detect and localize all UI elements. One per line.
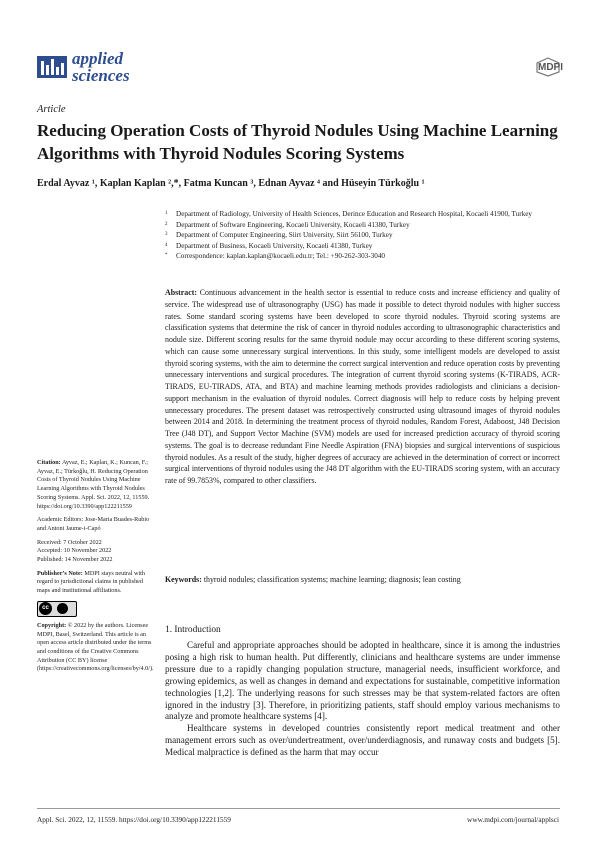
footer-divider [37, 808, 560, 809]
abstract-text: Continuous advancement in the health sector is essential to reduce costs and increase efficiency and quality of service. The widespread use of ultrasonography (USG) has made it possible to detect thyroid nodules with higher success rates. Some standard scoring systems have been developed to score thyroid nodules. Thyroid scoring systems are classification systems that determine the risk of cancer in thyroid nodules according to ultrasonographic characteristics and nodule size. Different scoring results for the same thyroid nodule may occur according to these different scoring systems, which can cause some unnecessary surgical interventions. In this study, some intelligent models are developed to assist thyroid scoring systems, with the aim to determine the correct surgical intervention and reduce operation costs by preventing unnecessary interventions and surgical procedures. The integration of current thyroid scoring systems (K-TIRADS, ACR-TIRADS, EU-TIRADS, ATA, and BTA) and machine learning methods provides radiologists and clinicians a decision-support mechanism in the evaluation of thyroid nodules. Correct diagnosis will help to reduce costs by helping prevent unnecessary procedures. The present dataset was retrospectively constructed using ultrasound images of thyroid nodules between 2014 and 2018. In determining the treatment process of thyroid nodules, Random Forest, Adaboost, J48 Decision Tree (J48 DT), and Support Vector Machine (SVM) models are used for increased prediction accuracy of thyroid scoring systems. The goal is to decrease redundant Fine Needle Aspiration (FNA) biopsies and surgical interventions of suspicious thyroid nodules. As a result of the study, higher degrees of accuracy are achieved in the determination of correct or incorrect surgical interventions of thyroid nodules using the J48 DT algorithm with the EU-TIRADS scoring system, with an accuracy rate of 99.7853%, compared to other classifiers. [165, 288, 560, 485]
article-type: Article [37, 104, 66, 115]
received-date: Received: 7 October 2022 [37, 538, 102, 546]
mdpi-logo [535, 57, 561, 82]
affiliation-item [165, 230, 545, 241]
cc-icon: cc [39, 602, 52, 615]
journal-name [72, 50, 130, 84]
author-list: Erdal Ayvaz ¹, Kaplan Kaplan ²,*, Fatma Kuncan ³, Ednan Ayvaz ⁴ and Hüseyin Türkoğlu ¹ [37, 178, 425, 189]
citation-label: Citation: [37, 459, 61, 466]
affiliation-text: Department of Software Engineering, Kocaeli University, Kocaeli 41380, Turkey [176, 220, 410, 229]
affiliation-number: 3 [165, 232, 168, 238]
citation [37, 459, 155, 511]
academic-editors: Academic Editors: Jose-Maria Buades-Rubio and Antoni Jaume-i-Capó [37, 516, 150, 532]
publisher-note-text: MDPI stays neutral with regard to jurisdictional claims in published maps and institutional affiliations. [37, 569, 145, 595]
affiliation-item [165, 220, 545, 231]
citation-text: Ayvaz, E.; Kaplan, K.; Kuncan, F.; Ayvaz, E.; Türkoğlu, H. Reducing Operation Costs of Thyroid Nodules Using Machine Learning Algorithms with Thyroid Nodules Scoring Systems. Appl. Sci. 2022, 12, 11559. https://doi.org/10.3390/app122211559 [37, 459, 150, 510]
accepted-date: Accepted: 10 November 2022 [37, 547, 112, 555]
journal-name-line1: applied [72, 49, 123, 68]
affiliation-item [165, 241, 545, 252]
publisher-note [37, 570, 155, 596]
footer-citation[interactable]: Appl. Sci. 2022, 12, 11559. https://doi.org/10.3390/app122211559 [37, 815, 231, 824]
correspondence-text: Correspondence: kaplan.kaplan@kocaeli.edu.tr; Tel.: +90-262-303-3040 [176, 252, 386, 261]
affiliation-text: Department of Radiology, University of Health Sciences, Derince Education and Research Hospital, Kocaeli 41900, Turkey [176, 210, 533, 218]
publisher-note-label: Publisher’s Note: [37, 569, 83, 577]
affiliation-item [165, 209, 545, 220]
footer-journal-url[interactable]: www.mdpi.com/journal/applsci [467, 815, 559, 824]
journal-logo-icon [37, 56, 67, 78]
by-person-icon [57, 603, 68, 614]
cc-by-license-icon[interactable] [37, 601, 77, 617]
correspondence [165, 251, 545, 262]
article-title: Reducing Operation Costs of Thyroid Nodules Using Machine Learning Algorithms with Thyroid Nodules Scoring Systems [37, 121, 558, 163]
affiliation-number: * [165, 253, 168, 259]
abstract-label: Abstract: [165, 288, 197, 297]
keywords-text: thyroid nodules; classification systems; machine learning; diagnosis; lean costing [203, 575, 461, 584]
affiliation-number: 4 [165, 242, 168, 248]
keywords-label: Keywords: [165, 575, 202, 584]
published-date: Published: 14 November 2022 [37, 556, 113, 564]
journal-name-line2: sciences [72, 66, 130, 85]
intro-paragraph: Careful and appropriate approaches should be adopted in healthcare, since it is among the industries posing a high risk to human health. Put differently, clinicians and healthcare systems are under immense pressure due to a rapidly changing population structure, managerial needs, insufficient workforce, and growing epidemics, as well as changes in demand and expectations for sustainable, competitive information technologies [1,2]. The underlying reasons for such stresses may be that system-related factors are often ignored in the industry [3]. Therefore, in prioritizing patients, staff should employ various mechanisms to analyze and promote healthcare systems [4]. [165, 640, 560, 722]
sidebar [37, 459, 155, 679]
intro-paragraph: Healthcare systems in developed countries consistently report medical treatment and other management errors such as over/undertreatment, over/underdiagnosis, and runaway costs and budgets [5]. Medical malpractice is defined as the harm that may occur [165, 723, 560, 758]
affiliation-number: 2 [165, 221, 168, 227]
copyright-text: © 2022 by the authors. Licensee MDPI, Basel, Switzerland. This article is an open access article distributed under the terms and conditions of the Creative Commons Attribution (CC BY) license (https://creativecommons.org/licenses/by/4.0/). [37, 621, 154, 673]
mdpi-logo-text: MDPI [538, 62, 563, 73]
affiliation-text: Department of Business, Kocaeli University, Kocaeli 41380, Turkey [176, 241, 373, 250]
affiliation-text: Department of Computer Engineering, Siirt University, Siirt 56100, Turkey [176, 231, 393, 240]
copyright [37, 622, 155, 674]
section-heading-introduction: 1. Introduction [165, 625, 221, 635]
abstract [165, 287, 560, 487]
keywords [165, 574, 560, 585]
copyright-label: Copyright: [37, 621, 67, 629]
affiliations [165, 209, 545, 262]
introduction-body [165, 640, 560, 759]
affiliation-number: 1 [165, 211, 168, 216]
